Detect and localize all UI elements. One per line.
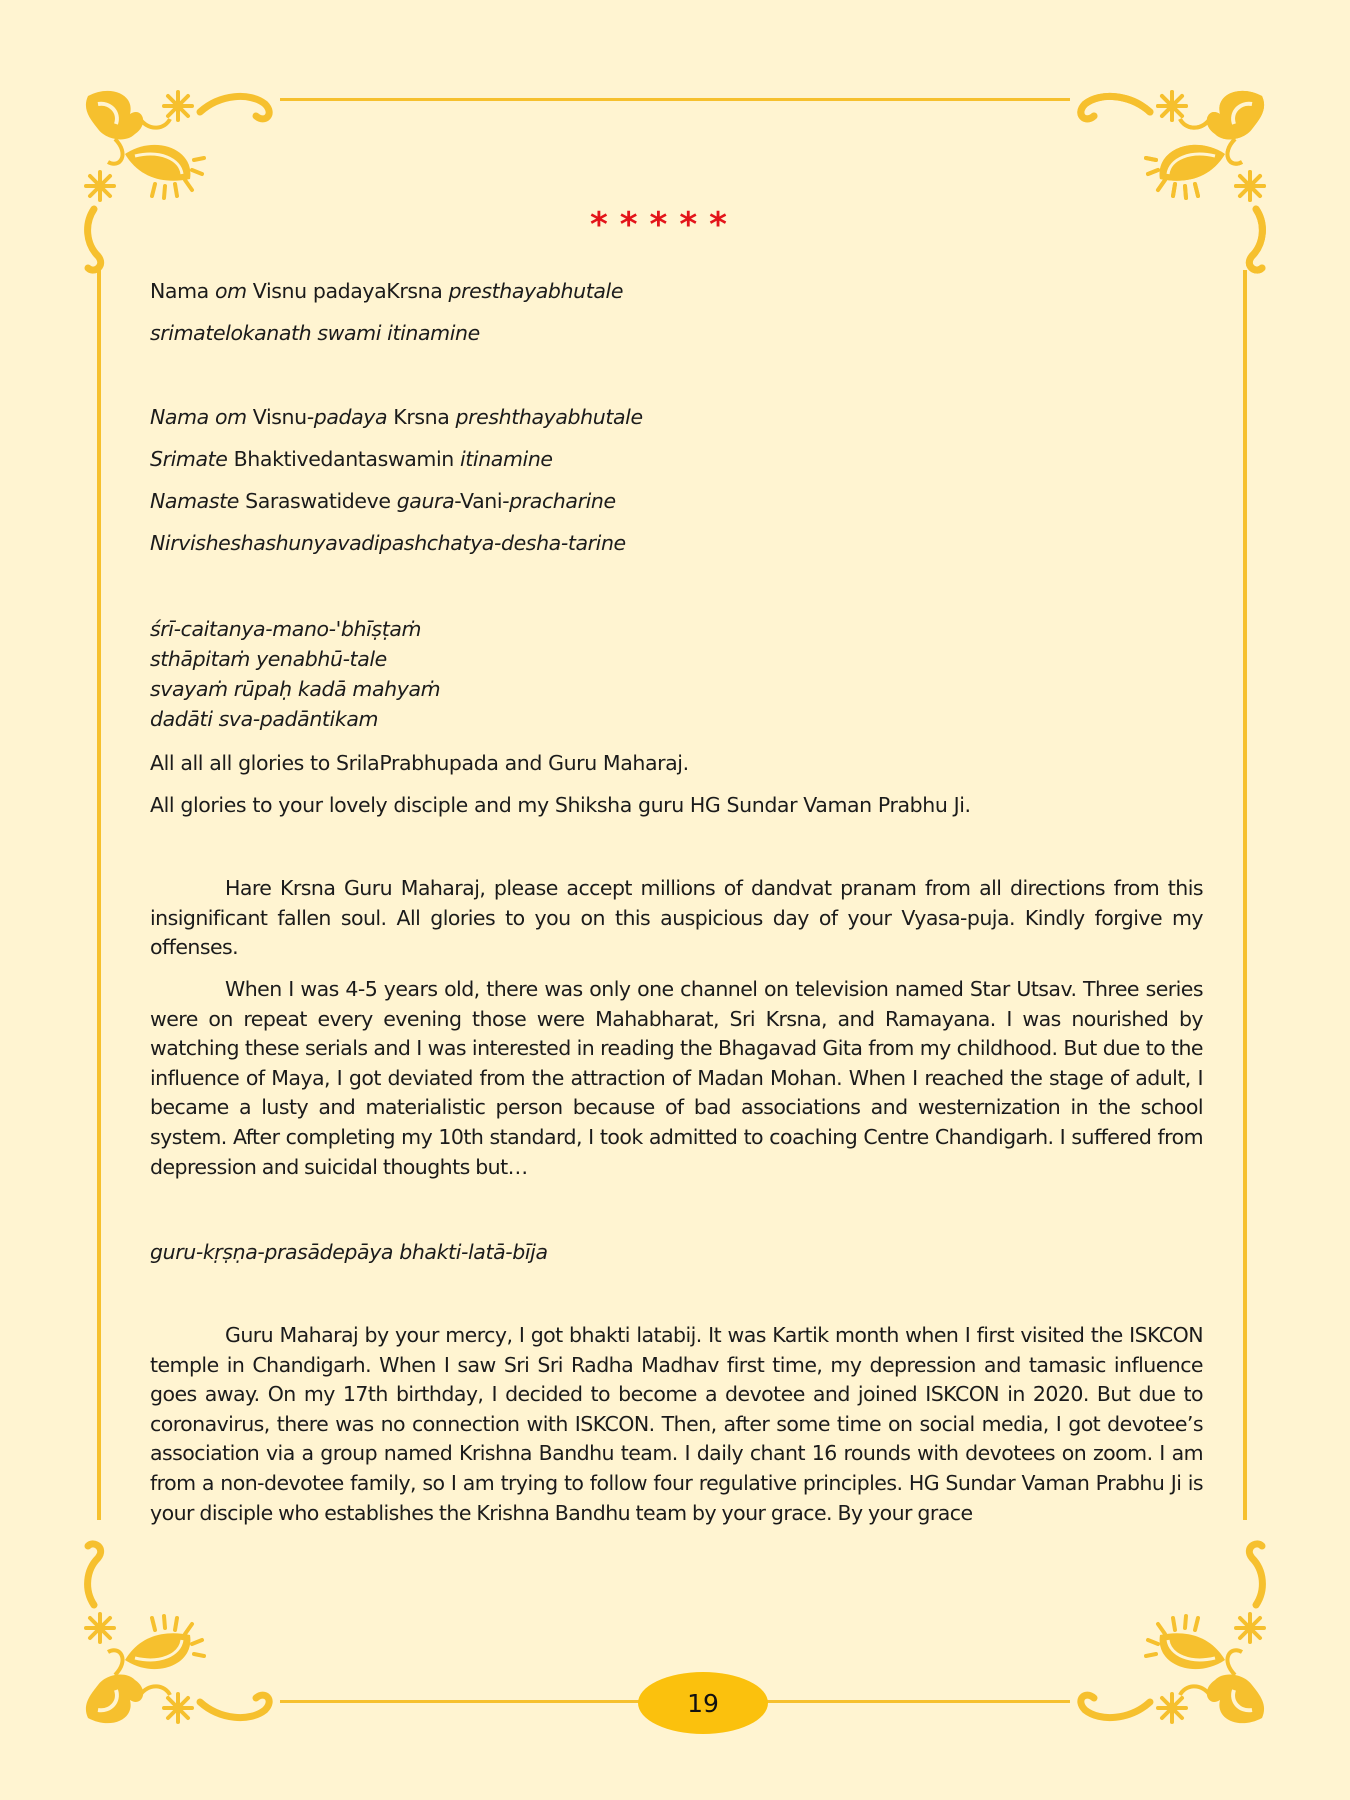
star-separator: ***** xyxy=(590,205,739,245)
prayer-line: Nama om Visnu-padaya Krsna preshthayabhutale xyxy=(150,405,643,429)
paragraph-greeting: Hare Krsna Guru Maharaj, please accept millions of dandvat pranam from all directions from this insignificant fallen soul. All glories to you on this auspicious day of your Vyasa-puja. Kindly forgive my offenses. xyxy=(150,876,1203,960)
verse-line: śrī-caitanya-mano-'bhīṣṭaṁ xyxy=(150,617,422,641)
frame-line-left xyxy=(97,270,101,1520)
frame-line-top xyxy=(280,98,1070,101)
glories-block xyxy=(150,742,1203,826)
floral-corner-ornament-icon xyxy=(1070,84,1270,284)
prayer-line: srimatelokanath swami itinamine xyxy=(150,321,480,345)
floral-corner-ornament-icon xyxy=(1070,1530,1270,1730)
quote-line: guru-kṛṣṇa-prasādepāya bhakti-latā-bīja xyxy=(150,1240,548,1264)
prayer-block-1 xyxy=(150,270,1203,354)
glories-line: All glories to your lovely disciple and my Shiksha guru HG Sundar Vaman Prabhu Ji. xyxy=(150,793,971,817)
frame-line-bottom-right xyxy=(760,1700,1070,1703)
floral-corner-ornament-icon xyxy=(80,84,280,284)
prayer-line: Srimate Bhaktivedantaswamin itinamine xyxy=(150,447,553,471)
prayer-block-2 xyxy=(150,396,1203,564)
verse-block xyxy=(150,614,1203,734)
prayer-line: Namaste Saraswatideve gaura-Vani-pracharine xyxy=(150,489,616,513)
verse-line: sthāpitaṁ yenabhū-tale xyxy=(150,647,387,671)
frame-line-right xyxy=(1243,270,1247,1520)
page-number-badge: 19 xyxy=(638,1672,768,1734)
floral-corner-ornament-icon xyxy=(80,1530,280,1730)
paragraph-iskcon: Guru Maharaj by your mercy, I got bhakti latabij. It was Kartik month when I first visited the ISKCON temple in Chandigarh. When I saw Sri Sri Radha Madhav first time, my depression and tamasic influence goes away. On my 17th birthday, I decided to become a devotee and joined ISKCON in 2020. But due to coronavirus, there was no connection with ISKCON. Then, after some time on social media, I got devotee’s association via a group named Krishna Bandhu team. I daily chant 16 rounds with devotees on zoom. I am from a non-devotee family, so I am trying to follow four regulative principles. HG Sundar Vaman Prabhu Ji is your disciple who establishes the Krishna Bandhu team by your grace. By your grace xyxy=(150,1323,1203,1525)
glories-line: All all all glories to SrilaPrabhupada and Guru Maharaj. xyxy=(150,751,689,775)
paragraph-childhood: When I was 4-5 years old, there was only one channel on television named Star Utsav. Three series were on repeat every evening those were Mahabharat, Sri Krsna, and Ramayana. I was nourished by watching these serials and I was interested in reading the Bhagavad Gita from my childhood. But due to the influence of Maya, I got deviated from the attraction of Madan Mohan. When I reached the stage of adult, I became a lusty and materialistic person because of bad associations and westernization in the school system. After completing my 10th standard, I took admitted to coaching Centre Chandigarh. I suffered from depression and suicidal thoughts but… xyxy=(150,977,1203,1179)
prayer-line: Nirvisheshashunyavadipashchatya-desha-tarine xyxy=(150,531,626,555)
prayer-line: Nama om Visnu padayaKrsna presthayabhutale xyxy=(150,279,624,303)
verse-line: svayaṁ rūpaḥ kadā mahyaṁ xyxy=(150,677,441,701)
frame-line-bottom-left xyxy=(280,1700,640,1703)
verse-line: dadāti sva-padāntikam xyxy=(150,707,379,731)
